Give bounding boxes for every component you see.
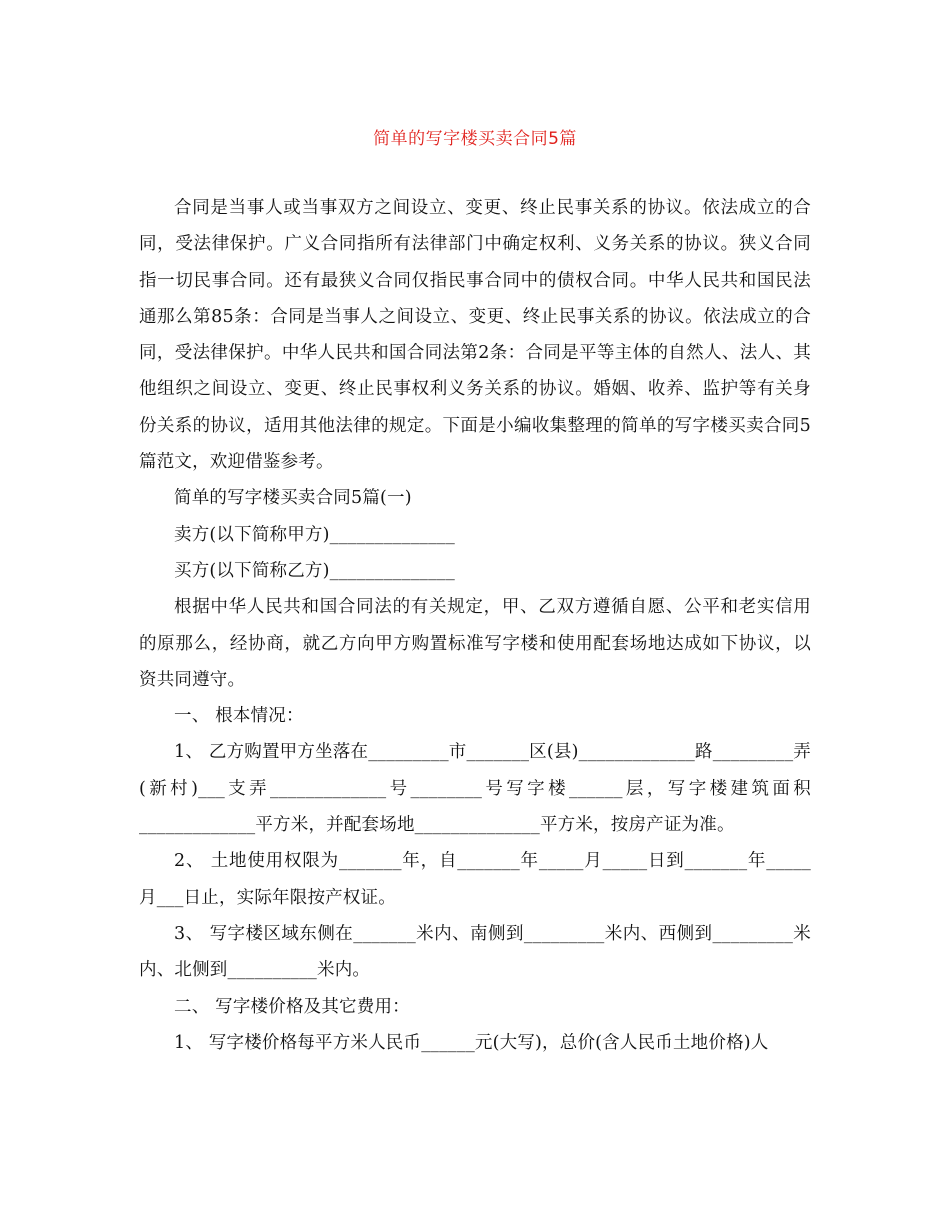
- document-title: 简单的写字楼买卖合同5篇: [373, 129, 577, 149]
- clause-price: 1、 写字楼价格每平方米人民币______元(大写)，总价(含人民币土地价格)人: [174, 1032, 769, 1053]
- seller-line: 卖方(以下简称甲方)______________: [174, 524, 455, 545]
- clause-1-location: 1、 乙方购置甲方坐落在_________市_______区(县)_____________路_________弄(新村)___支弄_____________号________号写字楼______层，写字楼建筑面积_____________平方米，并配套场地______________平方米，按房产证为准。: [139, 742, 811, 836]
- intro-paragraph: 合同是当事人或当事双方之间设立、变更、终止民事关系的协议。依法成立的合同，受法律保护。广义合同指所有法律部门中确定权利、义务关系的协议。狭义合同指一切民事合同。还有最狭义合同仅指民事合同中的债权合同。中华人民共和国民法通那么第85条：合同是当事人之间设立、变更、终止民事关系的协议。依法成立的合同，受法律保护。中华人民共和国合同法第2条：合同是平等主体的自然人、法人、其他组织之间设立、变更、终止民事权利义务关系的协议。婚姻、收养、监护等有关身份关系的协议，适用其他法律的规定。下面是小编收集整理的简单的写字楼买卖合同5篇范文，欢迎借鉴参考。: [139, 198, 811, 473]
- preamble-paragraph: 根据中华人民共和国合同法的有关规定，甲、乙双方遵循自愿、公平和老实信用的原那么，经协商，就乙方向甲方购置标准写字楼和使用配套场地达成如下协议，以资共同遵守。: [139, 597, 811, 690]
- contract-heading: 简单的写字楼买卖合同5篇(一): [174, 488, 412, 509]
- buyer-line: 买方(以下简称乙方)______________: [174, 560, 455, 581]
- section-heading-price: 二、 写字楼价格及其它费用：: [174, 996, 410, 1017]
- clause-3-area: 3、 写字楼区域东侧在_______米内、南侧到_________米内、西侧到_________米内、北侧到__________米内。: [139, 923, 811, 981]
- document-body: [139, 190, 811, 1061]
- section-heading-basic: 一、 根本情况：: [174, 706, 304, 727]
- clause-2-land-use: 2、 土地使用权限为_______年，自_______年_____月_____日到_______年_____月___日止，实际年限按产权证。: [139, 851, 811, 908]
